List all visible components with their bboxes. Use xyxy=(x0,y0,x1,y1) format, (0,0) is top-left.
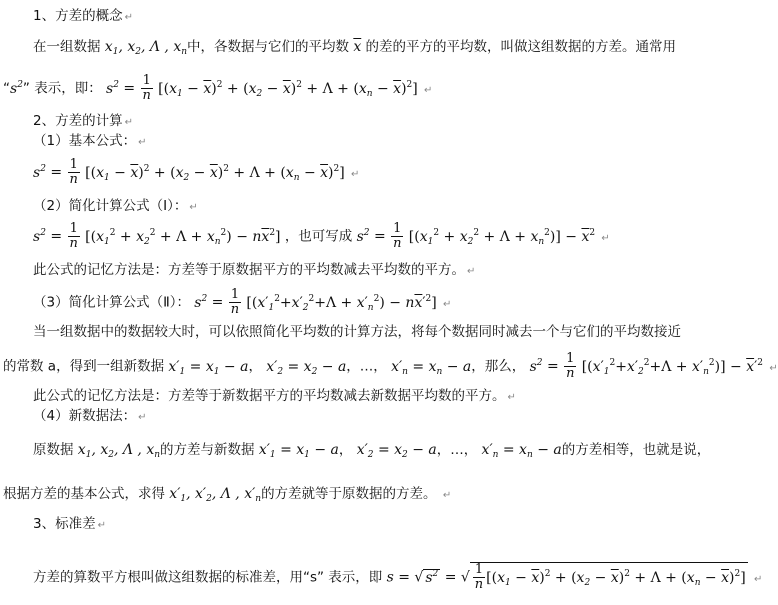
basic-formula-heading: （1）基本公式： ↵ xyxy=(33,133,147,149)
formula-variance-definition: “$s^2$” 表示，即： $s^2$ = $\frac{1}{n}$ $[(x_1 - \overline{x})^2 + (x_2 - \overline{x})^2 + \Lambda + (x_n - \overline{x})^2]$ ↵ xyxy=(3,73,433,103)
simplified-formula-1-heading: （2）简化计算公式（Ⅰ）： ↵ xyxy=(33,198,198,214)
paragraph-new-data-method: 原数据 $x_1$, $x_2$, Λ , $x_n$的方差与新数据 $x'_1 = x_1 - a$， $x'_2 = x_2 - a$，…， $x'_n = x_n - a$的方差相等，也就是说， xyxy=(33,442,711,460)
paragraph-conclusion: 根据方差的基本公式，求得 $x'_1$, $x'_2$, Λ , $x'_n$的方差就等于原数据的方差。 ↵ xyxy=(3,486,452,504)
section-1-heading: 1、方差的概念 ↵ xyxy=(33,8,133,24)
paragraph-large-data: 当一组数据中的数据较大时，可以依照简化平均数的计算方法，将每个数据同时减去一个与它们的平均数接近 xyxy=(33,324,681,340)
formula-standard-deviation: 方差的算数平方根叫做这组数据的标准差，用“s” 表示，即 s = √ $s^2$ = √ $\frac{1}{n}$ $[(x_1 - \overline{x})^2 + (x_2 - \overline{x})^2 + \Lambda + (x_n - \overline{x})^2]$ ↵ xyxy=(33,562,763,592)
formula-new-data: 的常数 a，得到一组新数据 $x'_1 = x_1 - a$， $x'_2 = x_2 - a$，…， $x'_n = x_n - a$，那么， $s^2$ = $\frac{1}{n}$ $[(x'_1^2+x'_2^2+\Lambda + x'_n^2)] - \overline{x}'^2$ ↵ xyxy=(3,351,778,381)
section-3-heading: 3、标准差 ↵ xyxy=(33,516,106,532)
section-2-heading: 2、方差的计算 ↵ xyxy=(33,113,133,129)
formula-simplified-1: $s^2$ = $\frac{1}{n}$ $[(x_1^2 + x_2^2 + \Lambda + x_n^2) - n\overline{x}^2]$ ，也可写成 $s^2$ = $\frac{1}{n}$ $[(x_1^2 + x_2^2 + \Lambda + x_n^2)] - \overline{x}^2$ ↵ xyxy=(33,221,610,251)
formula-basic: $s^2$ = $\frac{1}{n}$ $[(x_1 - \overline{x})^2 + (x_2 - \overline{x})^2 + \Lambda + (x_n - \overline{x})^2]$ ↵ xyxy=(33,157,360,187)
memory-tip-1: 此公式的记忆方法是：方差等于原数据平方的平均数减去平均数的平方。 ↵ xyxy=(33,262,476,278)
paragraph-variance-concept: 在一组数据 $x_1$, $x_2$, Λ , $x_n$中，各数据与它们的平均数 $\overline{x}$ 的差的平方的平均数，叫做这组数据的方差。通常用 xyxy=(33,39,677,57)
formula-simplified-2: （3）简化计算公式（Ⅱ）： $s^2$ = $\frac{1}{n}$ $[(x'_1^2+x'_2^2+\Lambda + x'_n^2) - n\overline{x}'^2]$ ↵ xyxy=(33,287,452,317)
memory-tip-2: 此公式的记忆方法是：方差等于新数据平方的平均数减去新数据平均数的平方。 ↵ xyxy=(33,388,516,404)
new-data-method-heading: （4）新数据法： ↵ xyxy=(33,408,147,424)
